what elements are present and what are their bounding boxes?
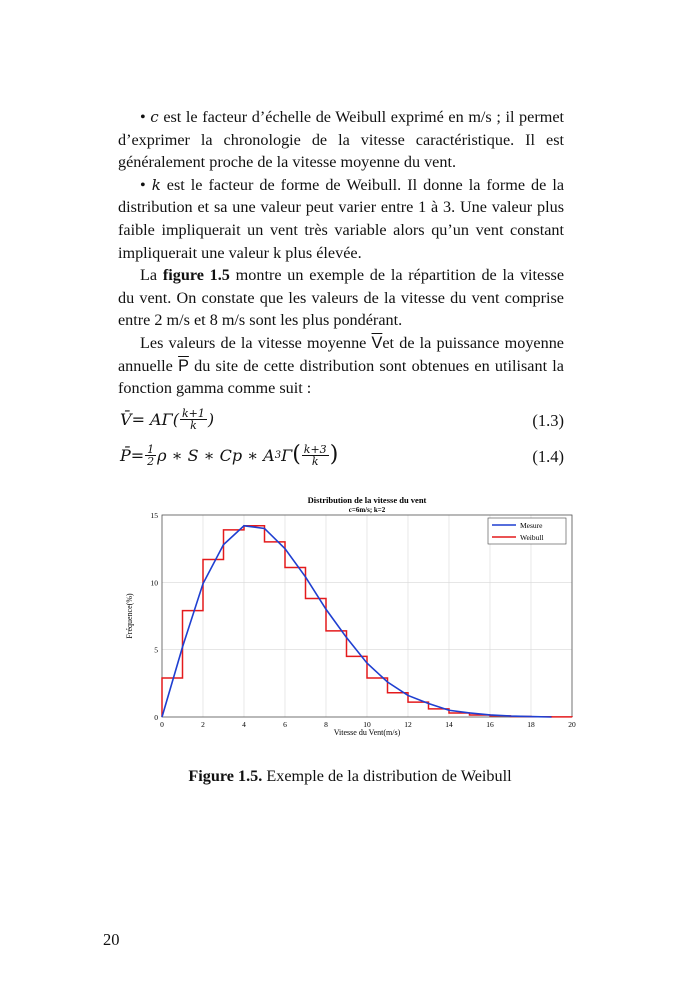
x-tick-label: 8 [324,720,328,729]
y-tick-label: 0 [154,713,158,722]
equation-1-4 [118,438,564,472]
fraction [180,408,207,431]
paragraph-figure-ref [118,264,564,332]
text-run: La [140,266,163,285]
fraction-numerator: k+3 [303,442,327,456]
legend-label-mesure: Mesure [520,521,543,530]
paragraph-mean-values [118,332,564,400]
figure-reference: figure 1.5 [162,266,230,285]
chart-legend [488,518,566,544]
equation-body [120,438,338,472]
fraction-numerator: k+1 [181,406,205,420]
x-tick-label: 16 [486,720,494,729]
y-tick-label: 15 [150,511,158,520]
x-axis-label: Vitesse du Vent(m/s) [333,728,401,737]
x-tick-label: 2 [201,720,205,729]
text-run: et de la puissance moyenne annuelle [118,333,564,375]
eq-lhs: V̄ [120,409,132,429]
eq-equals: = [130,445,145,465]
caption-text: Exemple de la distribution de Weibull [262,767,512,785]
chart-subtitle: c=6m/s; k=2 [348,506,386,514]
y-tick-label: 10 [150,578,158,588]
x-tick-label: 14 [445,720,453,729]
paren-close: ) [329,442,339,467]
fraction [302,444,329,467]
page-number: 20 [103,930,120,949]
fraction-denominator: 2 [147,454,155,468]
p-bar-symbol: $\overline{P}$ [178,356,189,375]
y-axis-label: Fréquence(%) [125,593,134,639]
fraction-numerator: 1 [147,442,155,456]
body-text [118,106,564,400]
fraction-denominator: k [190,418,197,432]
fraction-half [145,444,156,467]
x-tick-label: 18 [527,720,535,729]
x-tick-label: 12 [404,720,412,729]
paragraph-text: du site de cette distribution sont obtenues en utilisant la fonction gamma comme suit : [118,356,564,398]
fraction-denominator: k [311,454,319,468]
equation-1-3 [118,402,564,436]
legend-label-weibull: Weibull [520,533,544,542]
var-c: c [150,108,159,126]
eq-rhs: ρ ∗ S ∗ Cp ∗ A [157,445,275,465]
caption-label: Figure 1.5. [188,767,263,785]
var-k: k [151,175,161,194]
bullet: • [140,108,146,126]
eq-superscript: 3 [274,449,282,461]
series-mesure-line [162,526,552,717]
x-tick-label: 6 [283,720,287,729]
eq-gamma: Γ [281,445,293,465]
eq-close: ) [207,409,215,429]
weibull-chart [120,490,590,750]
paragraph-text: montre un exemple de la répartition de la vitesse du vent. On constate que les valeurs de la vitesse du vent comprise entre 2 m/s et 8 m/s sont les plus pondérant. [118,266,565,330]
paragraph-k-factor [118,174,564,264]
x-tick-label: 0 [160,720,164,729]
equation-number: (1.4) [532,447,564,466]
v-bar-symbol: $\overline{V}$ [371,333,383,352]
figure-caption [0,767,700,786]
x-tick-label: 4 [242,720,246,729]
x-tick-label: 10 [363,720,371,729]
equation-body [120,402,214,436]
paren-open: ( [292,442,301,467]
paragraph-c-factor [118,106,564,174]
chart-title: Distribution de la vitesse du vent [307,495,427,505]
equation-number: (1.3) [532,411,564,430]
eq-rhs: = AΓ( [131,409,179,429]
bullet: • [140,175,146,194]
text-run: Les valeurs de la vitesse moyenne [140,333,372,352]
paragraph-text: est le facteur de forme de Weibull. Il donne la forme de la distribution et sa une valeur peut varier entre 1 à 3. Une valeur plus faible impliquerait un vent très variable alors qu’un vent constant impliquerait une valeur k plus élevée. [118,175,565,262]
y-tick-label: 5 [154,645,158,655]
paragraph-text: est le facteur d’échelle de Weibull exprimé en m/s ; il permet d’exprimer la chronologie de la vitesse caractéristique. Il est généralement proche de la vitesse moyenne du vent. [118,108,565,172]
x-tick-label: 20 [568,720,576,729]
eq-lhs: P̄ [120,445,131,465]
